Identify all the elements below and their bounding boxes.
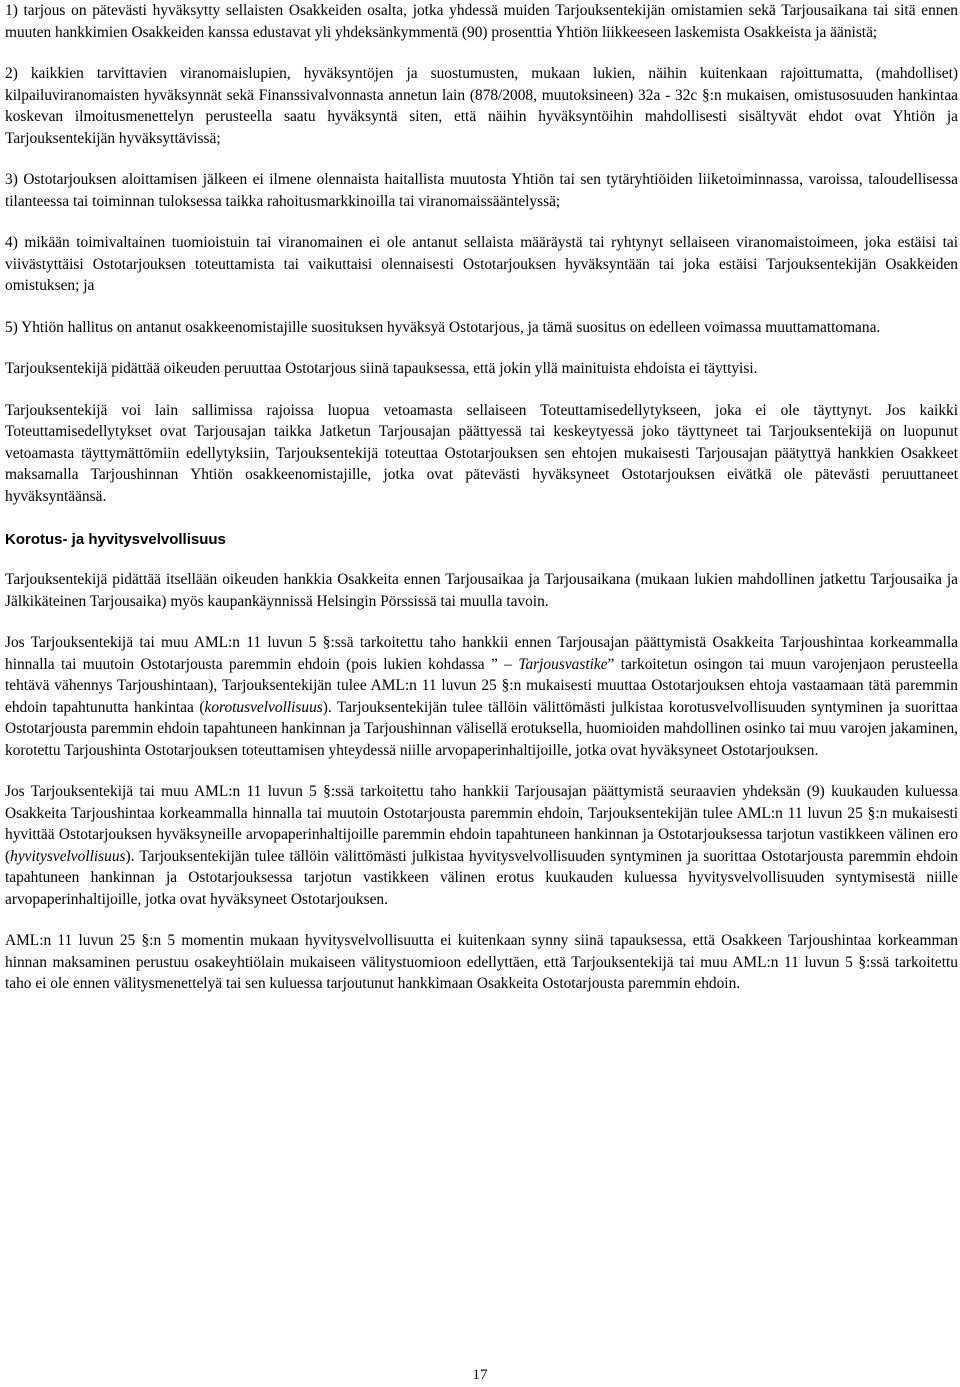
condition-1: 1) tarjous on pätevästi hyväksytty sellaisten Osakkeiden osalta, jotka yhdessä muiden Tarjouksentekijän omistamien sekä Tarjousaikana tai sitä ennen muuten hankkimien Osakkeiden kanssa edustavat yli yhdeksänkymmentä (90) prosenttia Yhtiön liikkeeseen laskemista Osakkeista ja äänistä; bbox=[5, 2, 958, 41]
term-korotusvelvollisuus: korotusvelvollisuus bbox=[204, 698, 323, 716]
condition-2: 2) kaikkien tarvittavien viranomaislupien, hyväksyntöjen ja suostumusten, mukaan lukien, näihin kuitenkaan rajoittumatta, (mahdolliset) kilpailuviranomaisten hyväksynnät sekä Finanssivalvonnasta annetun lain (878/2008, muutoksineen) 32a - 32c §:n mukaisen, omistusosuuden hankintaa koskevan ilmoitusmenettelyn perusteella saatu hyväksyntä siten, että näihin hyväksyntöihin mahdollisesti sisältyvät ehdot ovat Yhtiön ja Tarjouksentekijän hyväksyttävissä; bbox=[5, 65, 958, 147]
compensation-obligation-text-a: Jos Tarjouksentekijä tai muu AML:n 11 luvun 5 §:ssä tarkoitettu taho hankkii Tarjousajan päättymistä seuraavien yhdeksän (9) kuukauden kuluessa Osakkeita Tarjoushintaa korkeammalla hinnalla tai muutoin Ostotarjousta paremmin ehdoin, Tarjouksentekijän tulee AML:n 11 luvun 25 §:n mukaisesti hyvittää Ostotarjouksen hyväksyneille arvopaperinhaltijoille paremmin ehdoin tapahtuneen hankinnan ja Ostotarjouksessa tarjotun vastikkeen välinen ero ( bbox=[5, 783, 958, 865]
compensation-obligation-paragraph bbox=[5, 781, 958, 910]
compensation-obligation-text-b: ). Tarjouksentekijän tulee tällöin välittömästi julkistaa hyvitysvelvollisuuden syntyminen ja suorittaa Ostotarjousta paremmin ehdoin tapahtuneen hankinnan ja Ostotarjouksessa tarjotun vastikkeen välinen erotus kuukauden kuluessa hyvitysvelvollisuuden syntymisestä niille arvopaperinhaltijoille, jotka ovat hyväksyneet Ostotarjouksen. bbox=[5, 847, 958, 908]
page-number: 17 bbox=[472, 1367, 488, 1383]
condition-3: 3) Ostotarjouksen aloittamisen jälkeen ei ilmene olennaista haitallista muutosta Yhtiön tai sen tytäryhtiöiden liiketoiminnassa, varoissa, taloudellisessa tilanteessa tai toiminnan tuloksessa taikka rahoitusmarkkinoilla tai viranomaissääntelyssä; bbox=[5, 171, 958, 210]
increase-obligation-text-c: ). Tarjouksentekijän tulee tällöin välittömästi julkistaa korotusvelvollisuuden syntyminen ja suorittaa Ostotarjousta paremmin ehdoin tapahtuneen hankinnan ja Tarjoushinnan välisellä erotuksella, huomioiden mahdollinen osinko tai muu varojen jakaminen, korotettu Tarjoushinta Ostotarjouksen toteuttamisen yhteydessä niille arvopaperinhaltijoille, jotka ovat hyväksyneet Ostotarjouksen. bbox=[5, 698, 958, 759]
acquisition-rights-paragraph: Tarjouksentekijä pidättää itsellään oikeuden hankkia Osakkeita ennen Tarjousaikaa ja Tarjousaikana (mukaan lukien mahdollinen jatkettu Tarjousaika ja Jälkikäteinen Tarjousaika) myös kaupankäynnissä Helsingin Pörssissä tai muulla tavoin. bbox=[5, 571, 958, 610]
term-hyvitysvelvollisuus: hyvitysvelvollisuus bbox=[10, 847, 126, 865]
increase-obligation-text-a: Jos Tarjouksentekijä tai muu AML:n 11 luvun 5 §:ssä tarkoitettu taho hankkii ennen Tarjousajan päättymistä Osakkeita Tarjoushintaa korkeammalla hinnalla tai muutoin Ostotarjousta paremmin ehdoin (pois lukien kohdassa ” – bbox=[5, 634, 958, 673]
waiver-paragraph: Tarjouksentekijä voi lain sallimissa rajoissa luopua vetoamasta sellaiseen Toteuttamisedellytykseen, joka ei ole täyttynyt. Jos kaikki Toteuttamisedellytykset ovat Tarjousajan taikka Jatketun Tarjousajan päättyessä tai keskeytyessä joko täyttyneet tai Tarjouksentekijä on luopunut vetoamasta täyttymättömiin edellytyksiin, Tarjouksentekijä toteuttaa Ostotarjouksen sen ehtojen mukaisesti Tarjousajan päätyttyä hankkien Osakkeet maksamalla Tarjoushinnan Yhtiön osakkeenomistajille, jotka ovat pätevästi hyväksyneet Ostotarjouksen eivätkä ole pätevästi peruuttaneet hyväksyntäänsä. bbox=[5, 401, 958, 505]
section-heading: Korotus- ja hyvitysvelvollisuus bbox=[5, 531, 226, 548]
term-tarjousvastike: Tarjousvastike bbox=[518, 655, 608, 673]
condition-4: 4) mikään toimivaltainen tuomioistuin tai viranomainen ei ole antanut sellaista määräystä tai ryhtynyt sellaiseen viranomaistoimeen, joka estäisi tai viivästyttäisi Ostotarjouksen toteuttamista tai vaikuttaisi olennaisesti Ostotarjouksen hyväksyntään tai joka estäisi Tarjouksentekijän Osakkeiden omistuksen; ja bbox=[5, 234, 958, 294]
withdrawal-paragraph: Tarjouksentekijä pidättää oikeuden peruuttaa Ostotarjous siinä tapauksessa, että jokin yllä mainituista ehdoista ei täyttyisi. bbox=[5, 360, 758, 377]
exception-paragraph: AML:n 11 luvun 25 §:n 5 momentin mukaan hyvitysvelvollisuutta ei kuitenkaan synny siinä tapauksessa, että Osakkeen Tarjoushintaa korkeamman hinnan maksaminen perustuu osakeyhtiölain mukaiseen välitystuomioon edellyttäen, että Tarjouksentekijä tai muu AML:n 11 luvun 5 §:ssä tarkoitettu taho ei ole ennen välitysmenettelyä tai sen kuluessa tarjoutunut hankkimaan Osakkeita Ostotarjousta paremmin ehdoin. bbox=[5, 932, 958, 992]
increase-obligation-text-b: ” tarkoitetun osingon tai muun varojenjaon perusteella tehtävä vähennys Tarjoushintaan), Tarjouksentekijän tulee AML:n 11 luvun 25 §:n mukaisesti muuttaa Ostotarjouksen ehtoja vastaamaan tätä paremmin ehdoin tapahtunutta hankintaa ( bbox=[5, 655, 958, 716]
condition-5: 5) Yhtiön hallitus on antanut osakkeenomistajille suosituksen hyväksyä Ostotarjous, ja tämä suositus on edelleen voimassa muuttamattomana. bbox=[5, 318, 881, 336]
increase-obligation-paragraph bbox=[5, 632, 958, 761]
document-page bbox=[5, 0, 958, 995]
